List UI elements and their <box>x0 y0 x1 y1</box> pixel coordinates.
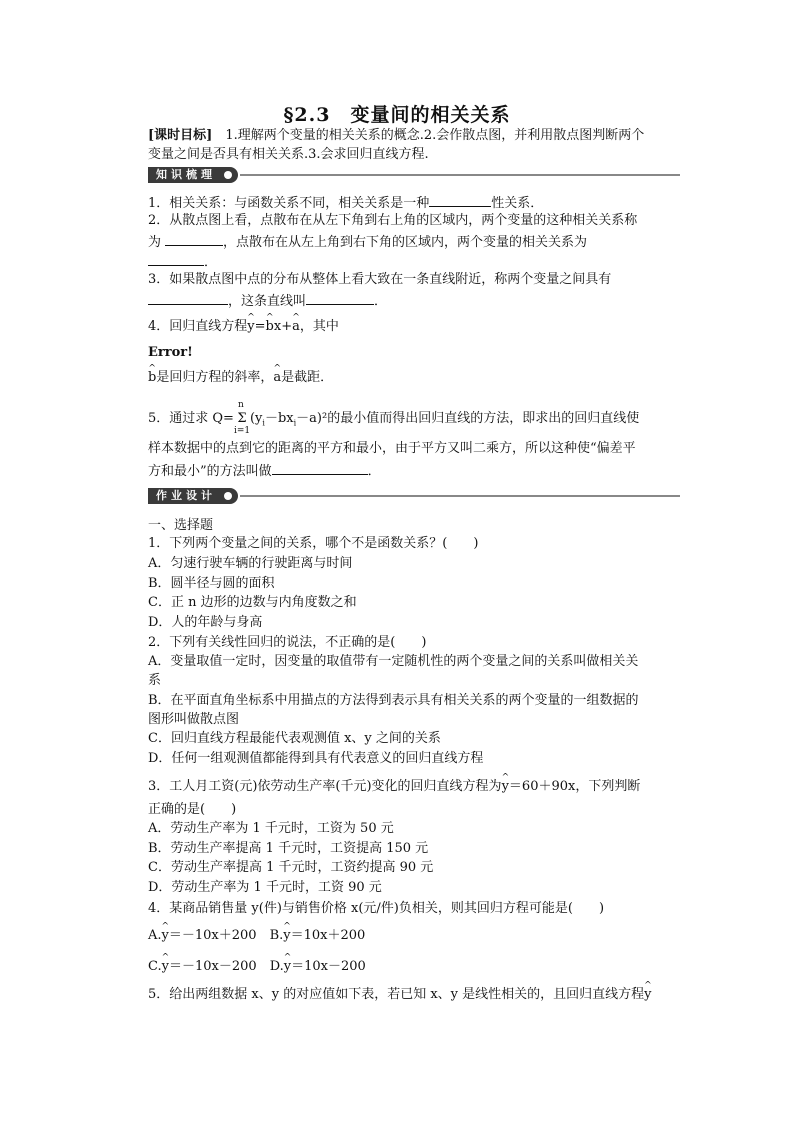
question-3-line-2: 正确的是( ) <box>148 802 237 817</box>
question-5: 5．给出两组数据 x、y 的对应值如下表，若已知 x、y 是线性相关的，且回归直线方程^ y <box>148 986 678 1004</box>
fill-blank <box>306 291 374 305</box>
lesson-goal-label: [课时目标] <box>148 128 213 143</box>
section-divider <box>240 174 680 176</box>
fill-blank <box>148 252 204 266</box>
question-2-option-c: C．回归直线方程最能代表观测值 x、y 之间的关系 <box>148 731 441 746</box>
knowledge-item-2-line-2: 为 ，点散布在从左上角到右下角的区域内，两个变量的相关关系为 <box>148 232 678 252</box>
lesson-goal-line-2: 变量之间是否具有相关关系.3.会求回归直线方程. <box>148 147 429 162</box>
question-1-option-b: B．圆半径与圆的面积 <box>148 576 275 591</box>
question-4-options-ab: A.^ y＝－10x＋200 B.^ y＝10x＋200 <box>148 927 678 945</box>
question-2-option-a-line-2: 系 <box>148 673 162 688</box>
fill-blank <box>148 291 228 305</box>
knowledge-item-4: 4．回归直线方程^ y=^ bx+^ a，其中 <box>148 318 678 336</box>
question-3-option-d: D．劳动生产率为 1 千元时，工资 90 元 <box>148 880 382 895</box>
knowledge-item-1: 1．相关关系：与函数关系不同，相关关系是一种 性关系． <box>148 193 678 213</box>
question-3-option-a: A．劳动生产率为 1 千元时，工资为 50 元 <box>148 821 394 836</box>
section-banner-homework <box>148 488 680 504</box>
section-divider <box>240 495 680 497</box>
question-1-option-d: D．人的年龄与身高 <box>148 615 263 630</box>
knowledge-item-5-line-2: 样本数据中的点到它的距离的平方和最小，由于平方又叫二乘方，所以这种使“偏差平 <box>148 441 636 456</box>
question-2-option-b-line-2: 图形叫做散点图 <box>148 712 240 727</box>
fill-blank <box>429 193 491 207</box>
error-marker: Error! <box>148 345 193 360</box>
b-hat: ^ b <box>266 318 274 336</box>
question-2: 2．下列有关线性回归的说法，不正确的是( ) <box>148 635 427 650</box>
question-1: 1．下列两个变量之间的关系，哪个不是函数关系？( ) <box>148 536 479 551</box>
lesson-goal-text-1: 1.理解两个变量的相关关系的概念.2.会作散点图，并利用散点图判断两个 <box>212 128 645 143</box>
question-1-option-a: A．匀速行驶车辆的行驶距离与时间 <box>148 556 353 571</box>
knowledge-item-3-line-2: ，这条直线叫 ． <box>148 291 678 311</box>
question-3-line-1: 3．工人月工资(元)依劳动生产率(千元)变化的回归直线方程为^ y＝60＋90x，下列判断 <box>148 778 678 796</box>
section-label-homework: 作业设计 <box>148 488 238 504</box>
sigma-symbol: Σ n i=1 <box>233 400 251 436</box>
question-4-options-cd: C.^ y＝－10x－200 D.^ y＝10x－200 <box>148 958 678 976</box>
question-2-option-d: D．任何一组观测值都能得到具有代表意义的回归直线方程 <box>148 751 484 766</box>
section-label-knowledge: 知识梳理 <box>148 167 238 183</box>
fill-blank <box>272 461 368 475</box>
fill-blank <box>165 232 223 246</box>
knowledge-item-5-line-3: 方和最小”的方法叫做 ． <box>148 461 678 481</box>
question-2-option-a-line-1: A．变量取值一定时，因变量的取值带有一定随机性的两个变量之间的关系叫做相关关 <box>148 654 639 669</box>
bullet-dot-icon <box>224 492 232 500</box>
homework-heading: 一、选择题 <box>148 518 214 533</box>
lesson-goal-line-1 <box>148 127 678 145</box>
knowledge-item-2-line-3: ． <box>148 252 678 272</box>
question-2-option-b-line-1: B．在平面直角坐标系中用描点的方法得到表示具有相关关系的两个变量的一组数据的 <box>148 693 639 708</box>
section-banner-knowledge <box>148 167 680 183</box>
question-1-option-c: C．正 n 边形的边数与内角度数之和 <box>148 595 357 610</box>
question-3-option-b: B．劳动生产率提高 1 千元时，工资提高 150 元 <box>148 841 429 856</box>
y-hat: ^ y <box>247 318 254 336</box>
knowledge-item-2-line-1: 2．从散点图上看，点散布在从左下角到右上角的区域内，两个变量的这种相关关系称 <box>148 213 638 228</box>
knowledge-item-5-line-1: 5．通过求 Q= Σ n i=1 $(y_i-bx_i-a)^2$的最小值而得出回归直线的方法，即求出的回归直线使 <box>148 400 640 436</box>
a-hat: ^ a <box>292 318 300 336</box>
page-title: §2.3 变量间的相关关系 <box>283 104 511 126</box>
knowledge-item-3-line-1: 3．如果散点图中点的分布从整体上看大致在一条直线附近，称两个变量之间具有 <box>148 272 612 287</box>
bullet-dot-icon <box>224 171 232 179</box>
question-3-option-c: C．劳动生产率提高 1 千元时，工资约提高 90 元 <box>148 860 434 875</box>
y-hat: ^ y <box>502 778 509 796</box>
knowledge-item-4-detail: ^ b是回归方程的斜率，^ a是截距． <box>148 369 678 387</box>
question-4: 4．某商品销售量 y(件)与销售价格 x(元/件)负相关，则其回归方程可能是( ) <box>148 901 605 916</box>
